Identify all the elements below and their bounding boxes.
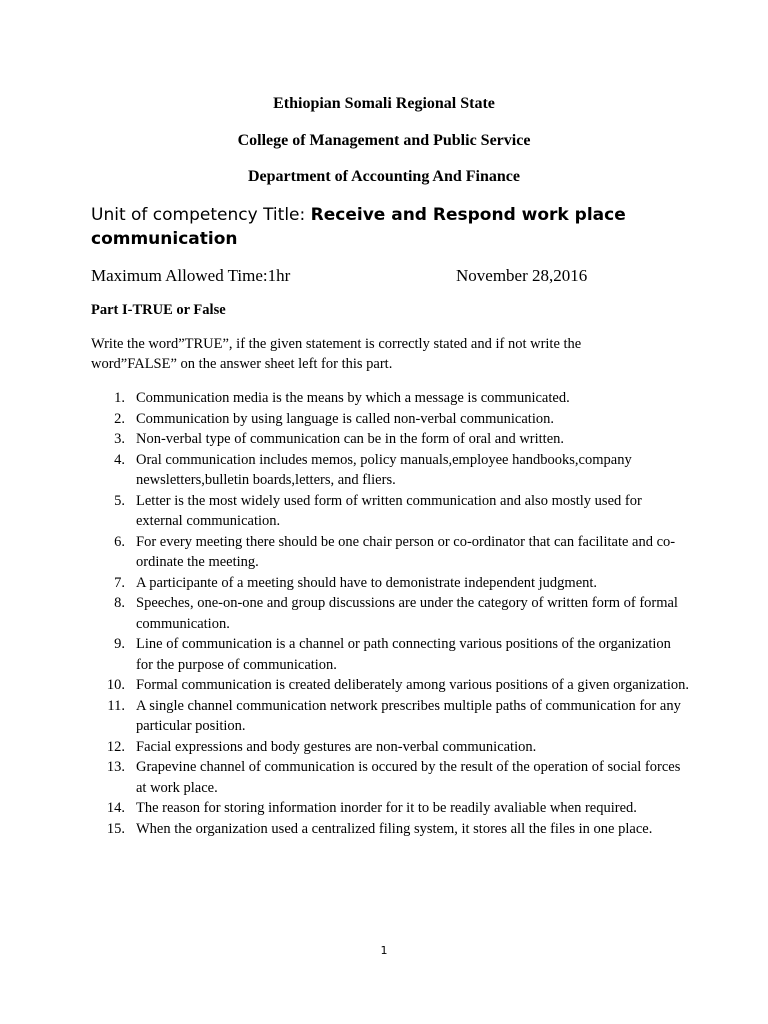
page-number: 1 bbox=[380, 944, 388, 957]
department-heading: Department of Accounting And Finance bbox=[248, 168, 520, 185]
question-number: 9. bbox=[114, 636, 125, 652]
question-number: 4. bbox=[114, 451, 125, 468]
question-number: 1. bbox=[114, 390, 125, 406]
question-item bbox=[91, 737, 691, 758]
question-text: The reason for storing information inorder for it to be readily avaliable when required. bbox=[136, 800, 637, 816]
question-text: A participante of a meeting should have to demonistrate independent judgment. bbox=[136, 574, 598, 591]
exam-meta-row bbox=[91, 265, 651, 287]
question-number: 13. bbox=[106, 759, 125, 775]
unit-title-text: Receive and Respond work place communication bbox=[91, 205, 626, 249]
question-number: 14. bbox=[106, 800, 125, 816]
question-text: Speeches, one-on-one and group discussions are under the category of written form of formal communication. bbox=[136, 595, 678, 632]
question-text: A single channel communication network prescribes multiple paths of communication for any particular position. bbox=[136, 697, 681, 734]
question-item bbox=[91, 696, 691, 737]
question-number: 3. bbox=[114, 431, 125, 447]
question-item bbox=[91, 450, 691, 491]
question-item bbox=[91, 798, 691, 819]
question-number: 10. bbox=[106, 677, 125, 693]
question-text: Grapevine channel of communication is occured by the result of the operation of social forces at work place. bbox=[136, 759, 681, 796]
allowed-time: Maximum Allowed Time:1hr bbox=[91, 266, 291, 285]
question-item bbox=[91, 573, 691, 594]
exam-date: November 28,2016 bbox=[456, 266, 588, 285]
question-number: 5. bbox=[114, 492, 125, 509]
question-number: 8. bbox=[114, 595, 125, 611]
question-text: Formal communication is created deliberately among various positions of a given organization. bbox=[136, 677, 690, 693]
question-number: 6. bbox=[114, 533, 125, 550]
question-text: Oral communication includes memos, policy manuals,employee handbooks,company newsletters,bulletin boards,letters, and fliers. bbox=[136, 451, 632, 488]
question-list bbox=[91, 388, 691, 839]
state-heading: Ethiopian Somali Regional State bbox=[273, 95, 495, 112]
question-text: Letter is the most widely used form of written communication and also mostly used for external communication. bbox=[136, 492, 642, 529]
unit-title bbox=[91, 203, 691, 251]
question-item bbox=[91, 409, 691, 430]
question-text: Communication media is the means by which a message is communicated. bbox=[136, 390, 570, 406]
question-item bbox=[91, 429, 691, 450]
question-number: 15. bbox=[106, 820, 125, 837]
college-heading: College of Management and Public Service bbox=[237, 132, 531, 149]
question-text: Facial expressions and body gestures are non-verbal communication. bbox=[136, 738, 537, 755]
question-number: 11. bbox=[107, 697, 125, 714]
question-number: 12. bbox=[106, 738, 125, 755]
question-item bbox=[91, 634, 691, 675]
question-text: Communication by using language is called non-verbal communication. bbox=[136, 410, 554, 427]
question-item bbox=[91, 491, 691, 532]
question-item bbox=[91, 675, 691, 696]
part-heading: Part I-TRUE or False bbox=[91, 302, 226, 318]
question-item bbox=[91, 757, 691, 798]
question-text: For every meeting there should be one chair person or co-ordinator that can facilitate and co-ordinate the meeting. bbox=[136, 533, 676, 570]
question-text: When the organization used a centralized filing system, it stores all the files in one place. bbox=[136, 820, 653, 837]
instructions: Write the word”TRUE”, if the given statement is correctly stated and if not write the word”FALSE” on the answer sheet left for this part. bbox=[91, 336, 582, 372]
question-item bbox=[91, 819, 691, 840]
question-number: 7. bbox=[114, 574, 125, 591]
unit-title-label: Unit of competency Title: bbox=[91, 205, 311, 225]
question-item bbox=[91, 593, 691, 634]
question-text: Line of communication is a channel or path connecting various positions of the organization for the purpose of communication. bbox=[136, 636, 671, 673]
question-text: Non-verbal type of communication can be in the form of oral and written. bbox=[136, 431, 565, 447]
question-item bbox=[91, 388, 691, 409]
question-number: 2. bbox=[114, 410, 125, 427]
question-item bbox=[91, 532, 691, 573]
